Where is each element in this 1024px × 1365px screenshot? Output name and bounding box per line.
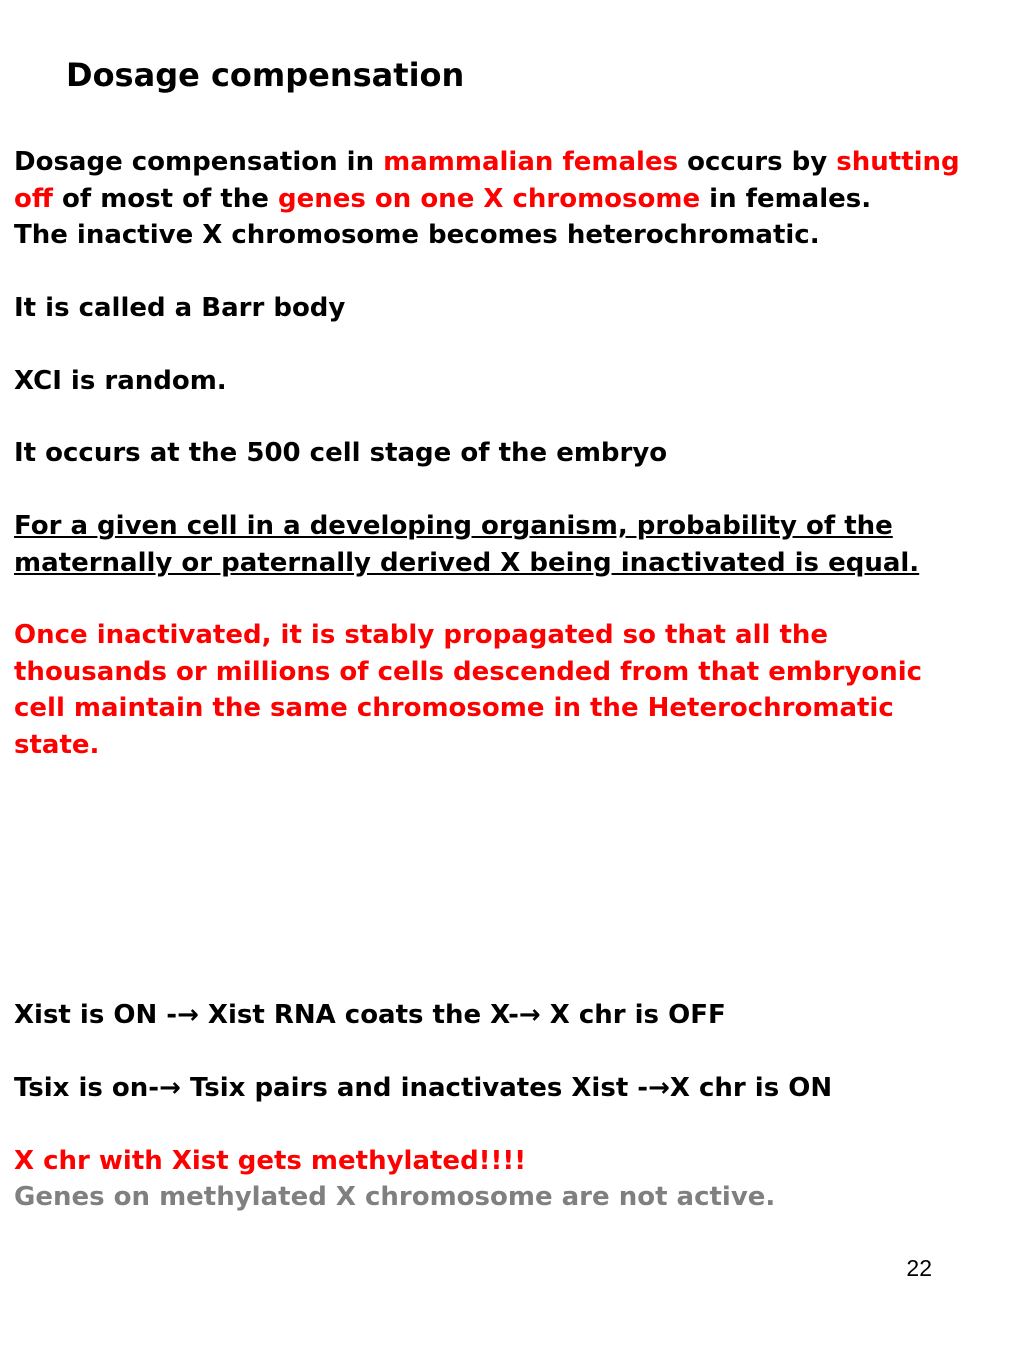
propagation-line-2: thousands or millions of cells descended from that embryonic bbox=[14, 656, 923, 687]
probability-line-2: maternally or paternally derived X being inactivated is equal. bbox=[14, 547, 920, 578]
arrow-right-icon: → bbox=[159, 1073, 181, 1103]
highlight-genes-on-one-x: genes on one X chromosome bbox=[277, 183, 701, 214]
methylated-line: X chr with Xist gets methylated!!!! bbox=[14, 1146, 527, 1176]
intro-line-3: The inactive X chromosome becomes heterochromatic. bbox=[14, 220, 820, 250]
probability-line-1: For a given cell in a developing organism, probability of the bbox=[14, 511, 893, 541]
probability-paragraph bbox=[14, 508, 954, 581]
propagation-line-3: cell maintain the same chromosome in the Heterochromatic bbox=[14, 693, 894, 723]
arrow-right-icon: → bbox=[648, 1073, 670, 1103]
arrow-right-icon: → bbox=[177, 1000, 199, 1030]
arrow-right-icon: → bbox=[518, 1000, 541, 1030]
intro-line-2: off of most of the genes on one X chromosome in females. bbox=[14, 183, 872, 214]
timing-text: It occurs at the 500 cell stage of the embryo bbox=[14, 438, 668, 468]
tsix-line: Tsix is on-→ Tsix pairs and inactivates Xist -→X chr is ON bbox=[14, 1073, 833, 1103]
propagation-paragraph bbox=[14, 617, 954, 763]
xci-random-text: XCI is random. bbox=[14, 366, 227, 396]
page-number: 22 bbox=[906, 1255, 932, 1281]
highlight-mammalian-females: mammalian females bbox=[383, 147, 679, 177]
highlight-shutting: shutting bbox=[836, 147, 960, 177]
propagation-line-4: state. bbox=[14, 729, 100, 760]
xist-line: Xist is ON -→ Xist RNA coats the X-→ X chr is OFF bbox=[14, 1000, 726, 1030]
highlight-off: off bbox=[14, 183, 53, 214]
propagation-line-1: Once inactivated, it is stably propagated so that all the bbox=[14, 620, 829, 650]
intro-line-1: Dosage compensation in mammalian females occurs by shutting bbox=[14, 147, 960, 177]
intro-paragraph bbox=[14, 144, 960, 254]
barr-body-text: It is called a Barr body bbox=[14, 293, 346, 323]
genes-inactive-line: Genes on methylated X chromosome are not active. bbox=[14, 1182, 776, 1212]
slide-title: Dosage compensation bbox=[66, 56, 465, 94]
